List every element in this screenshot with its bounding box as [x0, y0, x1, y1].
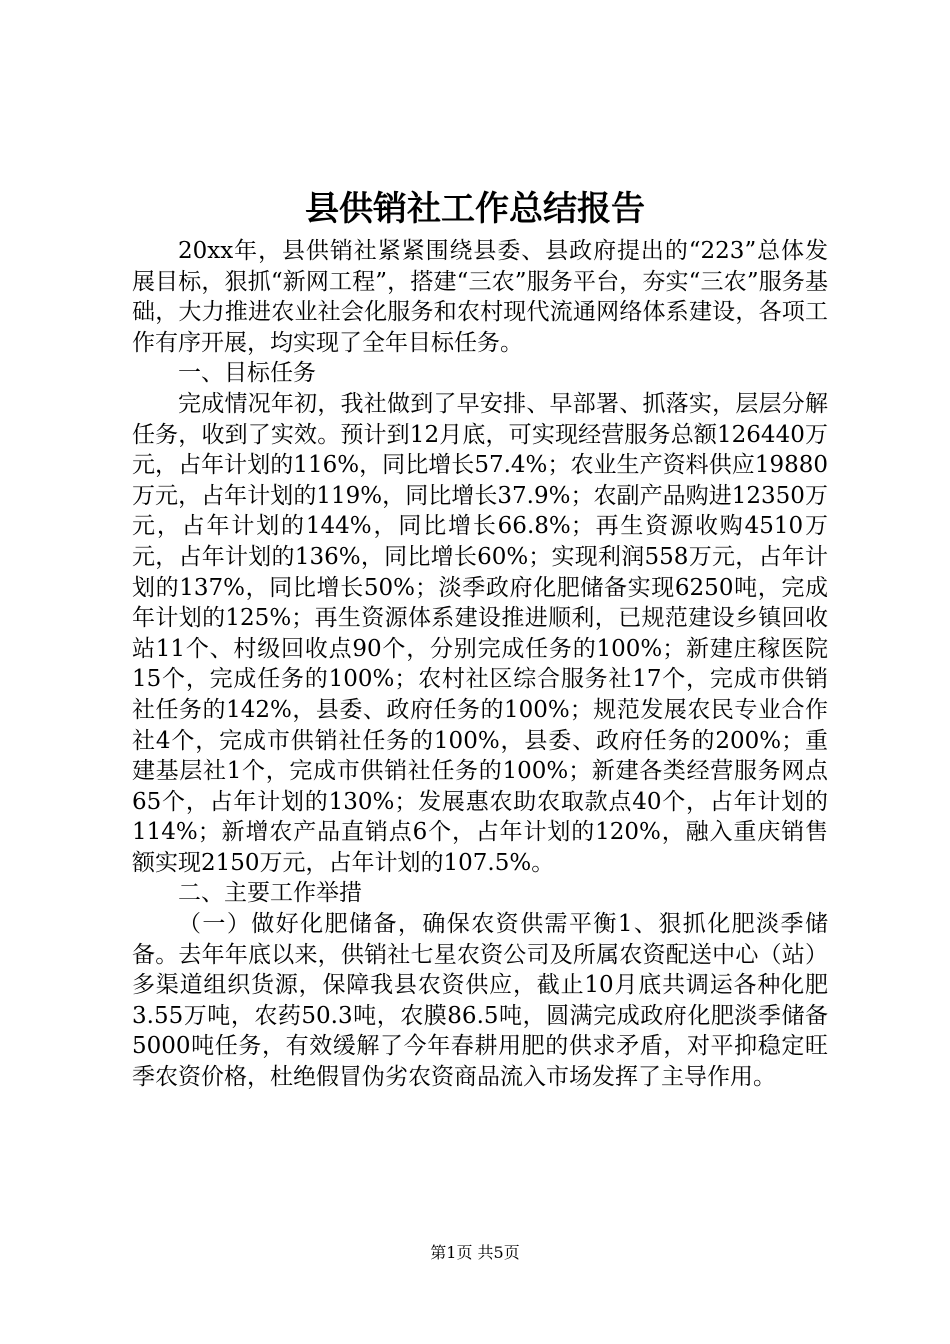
document-body — [132, 236, 828, 1093]
section-heading-goals: 一、目标任务 — [178, 360, 316, 387]
goals-paragraph: 完成情况年初，我社做到了早安排、早部署、抓落实，层层分解任务，收到了实效。预计到12月底，可实现经营服务总额126440万元，占年计划的116%，同比增长57.4%；农业生产资料供应19880万元，占年计划的119%，同比增长37.9%；农副产品购进12350万元，占年计划的144%，同比增长66.8%；再生资源收购4510万元，占年计划的136%，同比增长60%；实现利润558万元，占年计划的137%，同比增长50%；淡季政府化肥储备实现6250吨，完成年计划的125%；再生资源体系建设推进顺利，已规范建设乡镇回收站11个、村级回收点90个，分别完成任务的100%；新建庄稼医院15个，完成任务的100%；农村社区综合服务社17个，完成市供销社任务的142%，县委、政府任务的100%；规范发展农民专业合作社4个，完成市供销社任务的100%，县委、政府任务的200%；重建基层社1个，完成市供销社任务的100%；新建各类经营服务网点65个，占年计划的130%；发展惠农助农取款点40个，占年计划的114%；新增农产品直销点6个，占年计划的120%，融入重庆销售额实现2150万元，占年计划的107.5%。 — [132, 390, 828, 876]
section-heading-measures: 二、主要工作举措 — [178, 880, 362, 907]
page-number-footer: 第1页 共5页 — [430, 1243, 520, 1262]
intro-paragraph: 20xx年，县供销社紧紧围绕县委、县政府提出的“223”总体发展目标，狠抓“新网工程”，搭建“三农”服务平台，夯实“三农”服务基础，大力推进农业社会化服务和农村现代流通网络体系建设，各项工作有序开展，均实现了全年目标任务。 — [132, 238, 828, 356]
measures-paragraph: （一）做好化肥储备，确保农资供需平衡1、狠抓化肥淡季储备。去年年底以来，供销社七星农资公司及所属农资配送中心（站）多渠道组织货源，保障我县农资供应，截止10月底共调运各种化肥3.55万吨，农药50.3吨，农膜86.5吨，圆满完成政府化肥淡季储备5000吨任务，有效缓解了今年春耕用肥的供求矛盾，对平抑稳定旺季农资价格，杜绝假冒伪劣农资商品流入市场发挥了主导作用。 — [132, 911, 828, 1091]
document-title: 县供销社工作总结报告 — [305, 189, 645, 229]
